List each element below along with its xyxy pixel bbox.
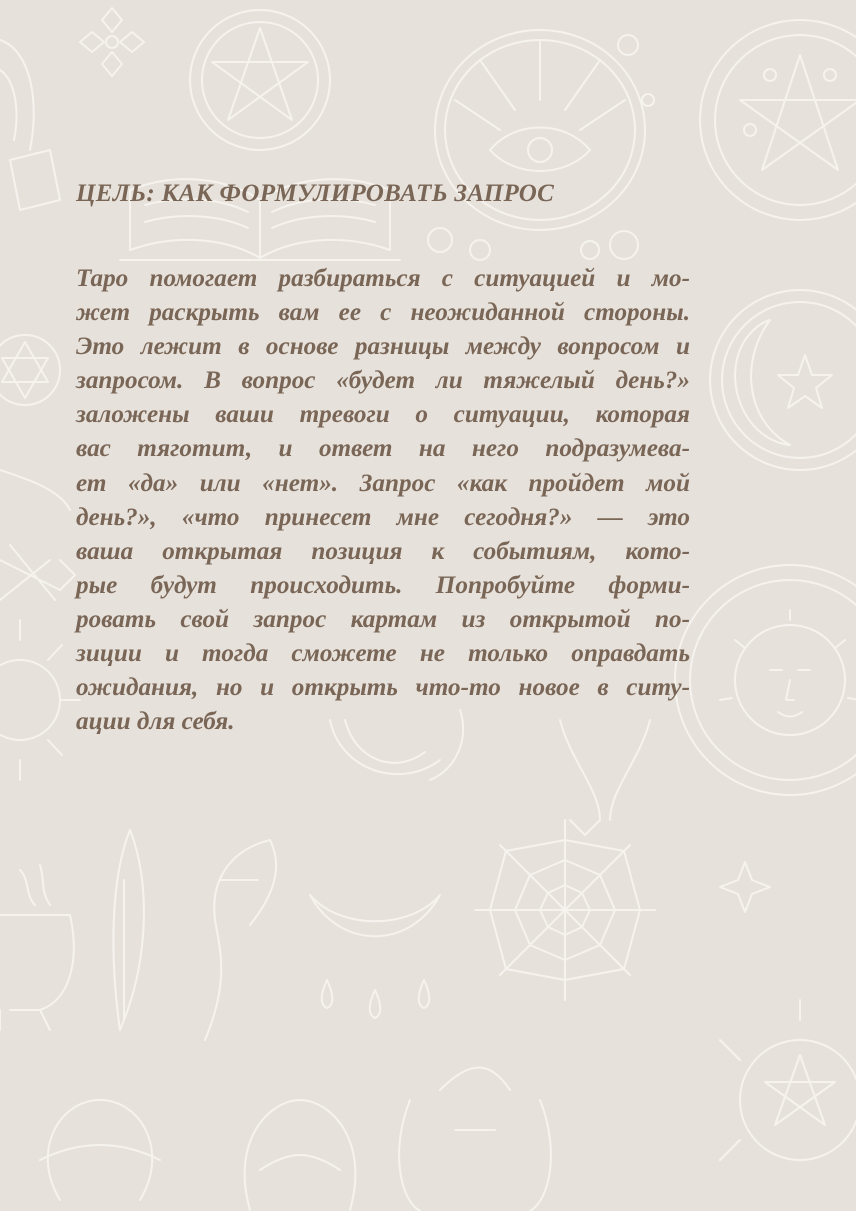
bundle-icon (0, 470, 75, 600)
ram-skull-icon (399, 1068, 551, 1211)
tear-drops-icon (322, 980, 430, 1018)
knot-icon (40, 1100, 160, 1200)
text-line: ожидания, но и открыть что-то новое в ситу- (76, 674, 690, 702)
pentagram-seal-icon (700, 20, 856, 220)
sparkle-star-icon (720, 862, 770, 912)
crescent-moon-icon (310, 895, 440, 936)
text-line: ваша открытая позиция к событиям, кото- (76, 537, 690, 565)
text-line: ет «да» или «нет». Запрос «как пройдет мой (76, 469, 690, 497)
feather-icon (113, 830, 144, 1030)
moon-star-circle-icon (710, 290, 856, 470)
radiant-sun-left-icon (0, 620, 80, 780)
text-line: Таро помогает разбираться с ситуацией и мо- (76, 265, 690, 292)
cauldron-icon (0, 865, 74, 1030)
text-line: жет раскрыть вам ее с неожиданной стороны. (76, 299, 690, 327)
triquetra-icon (245, 1100, 356, 1210)
text-line: зиции и тогда сможете не только оправдать (76, 640, 690, 668)
text-line: ации для себя. (76, 708, 235, 736)
text-line: запросом. В вопрос «будет ли тяжелый день?» (76, 367, 690, 395)
pentagram-circle-icon (190, 10, 330, 150)
text-line: рые будут происходить. Попробуйте форми- (76, 571, 690, 599)
body-paragraph (76, 262, 690, 739)
gothic-cross-icon (80, 8, 144, 76)
sun-pentagram-icon (720, 1000, 856, 1160)
text-line: день?», «что принесет мне сегодня?» — это (76, 503, 690, 531)
spider-web-icon (475, 820, 655, 1000)
page-heading: ЦЕЛЬ: КАК ФОРМУЛИРОВАТЬ ЗАПРОС (76, 180, 555, 207)
text-line: Это лежит в основе разницы между вопросом и (76, 333, 690, 361)
star-of-david-icon (0, 335, 60, 405)
text-line: вас тяготит, и ответ на него подразумева- (76, 435, 690, 463)
sun-face-icon (675, 565, 856, 795)
crystal-ball-icon (0, 40, 60, 210)
quill-pen-icon (205, 840, 276, 1040)
text-line: заложены ваши тревоги о ситуации, которая (76, 401, 690, 429)
text-line: ровать свой запрос картам из открытой по- (76, 605, 690, 633)
